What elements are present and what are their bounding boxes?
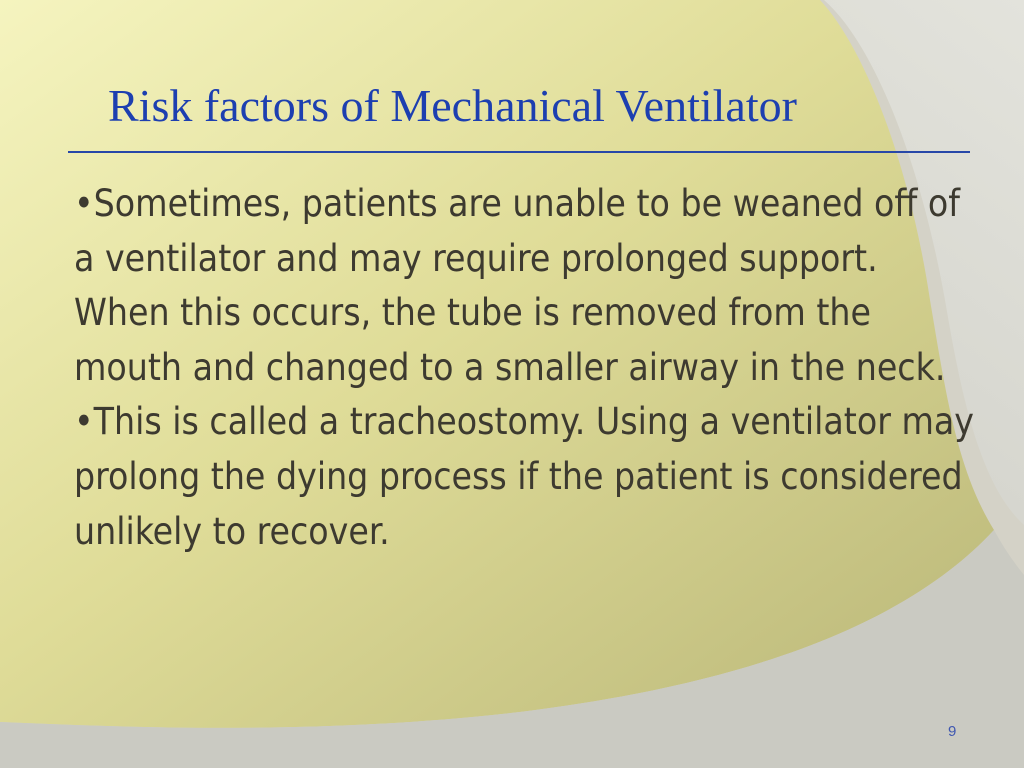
title-underline [68,151,970,153]
bullet-item: •This is called a tracheostomy. Using a ventilator may prolong the dying process if the patient is considered unlikely to recover. [74,400,974,553]
bullet-item: •Sometimes, patients are unable to be weaned off of a ventilator and may require prolonged support. When this occurs, the tube is removed from the mouth and changed to a smaller airway in the neck. [74,182,960,389]
page-number: 9 [948,723,957,740]
slide-content [74,177,974,559]
slide-title: Risk factors of Mechanical Ventilator [108,80,797,131]
